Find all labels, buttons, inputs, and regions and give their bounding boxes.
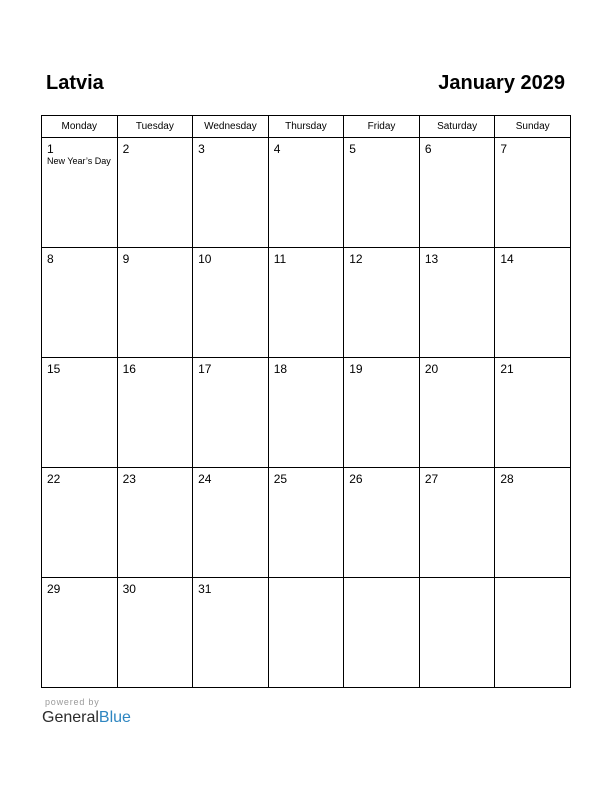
day-cell	[117, 138, 193, 248]
day-cell	[193, 578, 269, 688]
day-number: 13	[424, 252, 439, 266]
day-cell	[117, 248, 193, 358]
day-cell	[495, 578, 571, 688]
day-number: 3	[198, 142, 205, 156]
day-number: 2	[122, 142, 130, 156]
day-number: 25	[273, 472, 288, 486]
week-row	[42, 138, 571, 248]
day-cell	[419, 468, 495, 578]
day-number: 22	[47, 472, 61, 486]
day-cell	[495, 138, 571, 248]
day-number: 15	[47, 362, 61, 376]
weekday-header: Wednesday	[193, 116, 269, 138]
holiday-label: New Year’s Day	[47, 156, 111, 166]
generalblue-logo[interactable]	[42, 708, 131, 728]
day-cell	[42, 578, 118, 688]
day-cell	[344, 138, 420, 248]
calendar-grid	[41, 115, 571, 688]
logo-text-general: General	[42, 709, 99, 726]
day-number: 18	[273, 362, 288, 376]
day-number: 23	[122, 472, 136, 486]
day-number: 12	[349, 252, 363, 266]
day-cell	[117, 578, 193, 688]
day-cell	[419, 248, 495, 358]
day-cell	[268, 578, 344, 688]
day-cell	[344, 468, 420, 578]
day-cell	[42, 248, 118, 358]
day-number: 11	[273, 252, 287, 266]
day-number	[495, 578, 570, 582]
day-number: 10	[198, 252, 212, 266]
day-cell	[268, 248, 344, 358]
day-number: 31	[198, 582, 212, 596]
day-cell	[268, 358, 344, 468]
day-cell	[419, 358, 495, 468]
weekday-header-row	[42, 116, 571, 138]
day-cell	[268, 138, 344, 248]
day-number: 29	[47, 582, 61, 596]
day-cell	[268, 468, 344, 578]
day-cell	[193, 138, 269, 248]
logo-text-blue: Blue	[98, 709, 131, 726]
day-number: 27	[424, 472, 439, 486]
day-cell	[419, 578, 495, 688]
weekday-header: Thursday	[268, 116, 344, 138]
day-number: 5	[349, 142, 356, 156]
day-number: 26	[349, 472, 363, 486]
weekday-header: Saturday	[419, 116, 495, 138]
week-row	[42, 578, 571, 688]
month-title: January 2029	[438, 72, 565, 94]
day-number: 9	[122, 252, 130, 266]
day-number: 20	[424, 362, 439, 376]
day-cell	[344, 358, 420, 468]
day-number: 19	[349, 362, 363, 376]
week-row	[42, 248, 571, 358]
day-cell	[117, 468, 193, 578]
day-cell	[344, 248, 420, 358]
day-number	[344, 578, 419, 582]
day-number: 14	[500, 252, 514, 266]
day-number: 1	[47, 142, 54, 156]
day-number: 4	[273, 142, 281, 156]
day-number: 16	[122, 362, 136, 376]
powered-by-label: powered by	[45, 697, 100, 707]
day-cell	[419, 138, 495, 248]
day-number	[269, 578, 344, 582]
day-number: 6	[424, 142, 432, 156]
day-cell	[495, 358, 571, 468]
week-row	[42, 468, 571, 578]
day-cell	[344, 578, 420, 688]
day-number: 28	[500, 472, 514, 486]
day-cell	[42, 358, 118, 468]
day-cell	[117, 358, 193, 468]
day-cell	[42, 468, 118, 578]
weekday-header: Friday	[344, 116, 420, 138]
weekday-header: Monday	[42, 116, 118, 138]
day-cell	[42, 138, 118, 248]
day-number: 8	[47, 252, 54, 266]
day-number: 24	[198, 472, 212, 486]
weekday-header: Sunday	[495, 116, 571, 138]
day-cell	[495, 248, 571, 358]
day-number: 21	[500, 362, 514, 376]
day-cell	[193, 358, 269, 468]
country-title: Latvia	[46, 72, 104, 94]
day-number: 7	[500, 142, 508, 156]
day-cell	[193, 468, 269, 578]
day-cell	[495, 468, 571, 578]
day-number	[420, 578, 495, 582]
weekday-header: Tuesday	[117, 116, 193, 138]
week-row	[42, 358, 571, 468]
day-number: 30	[122, 582, 136, 596]
day-cell	[193, 248, 269, 358]
day-number: 17	[198, 362, 212, 376]
